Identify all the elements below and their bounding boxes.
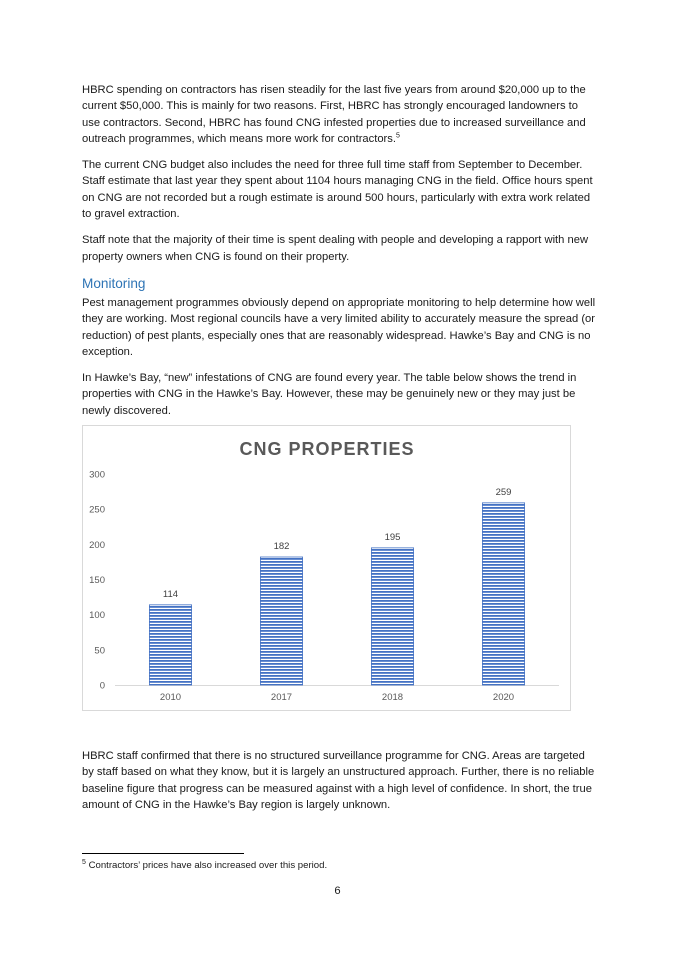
data-label: 182 [273,540,290,552]
paragraph-surveillance: HBRC staff confirmed that there is no structured surveillance programme for CNG. Areas are targeted by staff based on what they know, but it is largely an unstructured approach. Further, there is no reliable baseline figure that progress can be measured against with a high level of confidence. In short, the true amount of CNG in the Hawke’s Bay region is largely unknown. [82,750,595,811]
data-label: 259 [495,486,512,498]
footnote-reference[interactable]: 5 [396,132,400,140]
footnote [82,859,327,872]
paragraph-text: HBRC spending on contractors has risen steadily for the last five years from around $20,000 up to the current $50,000. This is mainly for two reasons. First, HBRC has strongly encouraged landowners to use contractors. Second, HBRC has found CNG infested properties due to increased surveillance and outreach programmes, which means more work for contractors. [82,84,586,145]
x-tick-label: 2017 [270,692,293,703]
bar-2018 [371,548,413,685]
data-label: 195 [384,531,401,543]
section-heading-monitoring: Monitoring [82,275,146,291]
x-tick-label: 2020 [492,692,515,703]
bar-2017 [260,557,302,685]
x-tick-label: 2010 [159,692,182,703]
y-tick-label: 250 [89,504,105,516]
y-tick-label: 200 [89,539,105,551]
paragraph-new-infestations: In Hawke’s Bay, “new” infestations of CNG are found every year. The table below shows the trend in properties with CNG in the Hawke’s Bay. However, these may be genuinely new or they may just be newly discovered. [82,372,577,417]
footnote-text: Contractors’ prices have also increased over this period. [88,860,328,871]
y-tick-label: 300 [89,469,105,481]
chart-svg [83,426,570,710]
bar-2020 [482,503,524,685]
footnote-number: 5 [82,858,86,866]
bar-2010 [149,605,191,685]
paragraph-contractor-spending [82,82,598,147]
document-body [82,82,598,429]
y-tick-label: 50 [94,645,105,657]
document-body-continued [82,748,598,823]
y-tick-label: 150 [89,575,105,586]
paragraph-budget: The current CNG budget also includes the need for three full time staff from September to December. Staff estimate that last year they spent about 1104 hours managing CNG in the field. Office hours spent on CNG are not recorded but a rough estimate is around 500 hours, particularly with extra work related to gravel extraction. [82,159,593,221]
page-number: 6 [334,885,341,897]
x-tick-label: 2018 [381,692,404,703]
y-tick-label: 100 [89,610,105,622]
footnote-separator [82,853,244,854]
chart-title: CNG PROPERTIES [239,439,415,459]
paragraph-monitoring: Pest management programmes obviously depend on appropriate monitoring to help determine how well they are working. Most regional councils have a very limited ability to accurately measure the spread (or reduction) of pest plants, especially ones that are reasonably widespread. Hawke’s Bay and CNG is no exception. [82,296,596,358]
paragraph-staff-note: Staff note that the majority of their time is spent dealing with people and developing a rapport with new property owners when CNG is found on their property. [82,234,589,263]
data-label: 114 [162,588,179,600]
cng-properties-chart [82,425,571,711]
y-tick-label: 0 [99,680,105,692]
